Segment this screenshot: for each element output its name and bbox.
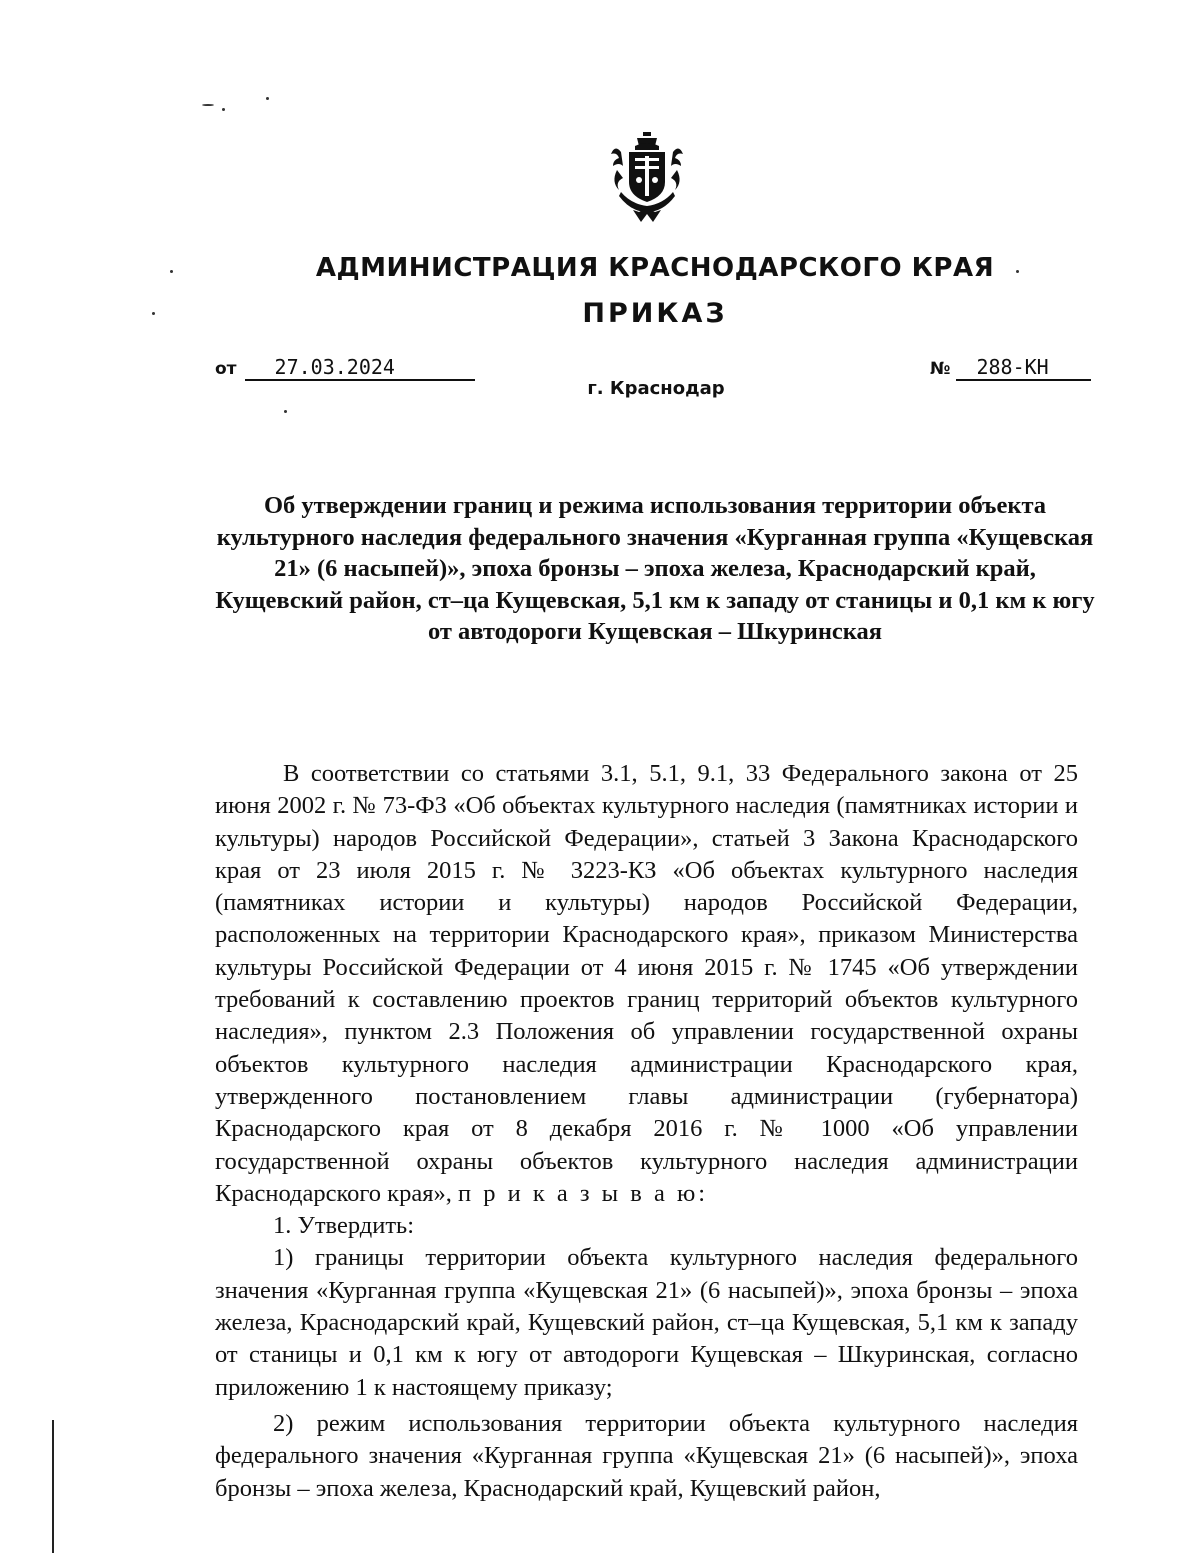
subpoint-2: 2) режим использования территории объекта культурного наследия федерального значения «Курганная группа «Кущевская 21» (6 насыпей)», эпоха бронзы – эпоха железа, Краснодарский край, Кущевский район,	[215, 1409, 1078, 1502]
preamble-text: В соответствии со статьями 3.1, 5.1, 9.1, 33 Федерального закона от 25 июня 2002 г. № 73-ФЗ «Об объектах культурного наследия (памятниках истории и культуры) народов Российской Федерации», статьей 3 Закона Краснодарского края от 23 июля 2015 г. № 3223-КЗ «Об объектах культурного наследия (памятниках истории и культуры) народов Российской Федерации, расположенных на территории Краснодарского края», приказом Министерства культуры Российской Федерации от 4 июня 2015 г. № 1745 «Об утверждении требований к составлению проектов границ территорий объектов культурного наследия», пунктом 2.3 Положения об управлении государственной охраны объектов культурного наследия администрации Краснодарского края, утвержденного постановлением главы администрации (губернатора) Краснодарского края от 8 декабря 2016 г. № 1000 «Об управлении государственной охраны объектов культурного наследия администрации Краснодарского края»,	[215, 760, 1078, 1207]
scan-edge-line	[52, 1420, 54, 1553]
document-type: ПРИКАЗ	[582, 298, 728, 329]
coat-of-arms-icon	[607, 130, 687, 225]
order-word: п р и к а з ы в а ю:	[457, 1179, 709, 1207]
point-1: 1. Утвердить:	[273, 1212, 415, 1240]
city-line: г. Краснодар	[587, 378, 725, 399]
preamble-paragraph	[215, 758, 1078, 1210]
organization-name: АДМИНИСТРАЦИЯ КРАСНОДАРСКОГО КРАЯ	[315, 253, 995, 283]
scan-speck	[284, 410, 287, 413]
document-heading	[0, 248, 1200, 334]
document-body	[215, 758, 1078, 1505]
number-prefix: №	[930, 359, 951, 379]
document-title: Об утверждении границ и режима использования территории объекта культурного наследия федерального значения «Курганная группа «Кущевская 21» (6 насыпей)», эпоха бронзы – эпоха железа, Краснодарский край, Кущевский район, ст–ца Кущевская, 5,1 км к западу от станицы и 0,1 км к югу от автодороги Кущевская – Шкуринская	[215, 492, 1095, 645]
subpoint-1: 1) границы территории объекта культурного наследия федерального значения «Курганная группа «Кущевская 21» (6 насыпей)», эпоха бронзы – эпоха железа, Краснодарский край, Кущевский район, ст–ца Кущевская, 5,1 км к западу от станицы и 0,1 км к югу от автодороги Кущевская – Шкуринская, согласно приложению 1 к настоящему приказу;	[215, 1244, 1078, 1401]
date-prefix: от	[215, 359, 237, 379]
number-field: 288-КН	[956, 355, 1091, 381]
scan-speck	[266, 97, 269, 100]
scan-speck	[222, 108, 225, 111]
date-field: 27.03.2024	[245, 355, 475, 381]
scan-speck	[202, 104, 214, 106]
